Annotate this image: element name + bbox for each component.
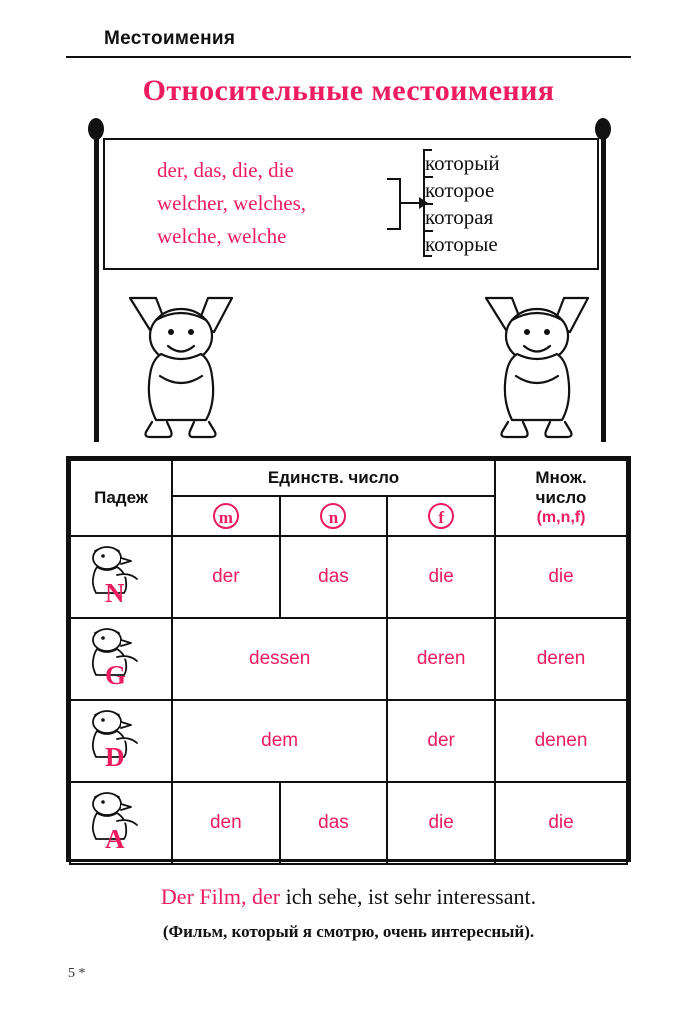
header-divider: [66, 56, 631, 58]
header-singular: Единств. число: [172, 460, 495, 496]
cell-d-f: der: [387, 700, 495, 782]
header-gender-m: [172, 496, 280, 536]
gender-badge-f: f: [428, 503, 454, 529]
example-part-3: ich sehe, ist sehr interessant.: [285, 884, 537, 909]
page-header-topic: Местоимения: [104, 28, 236, 49]
example-part-1: Der Film,: [160, 884, 247, 909]
case-letter-a: A: [105, 824, 125, 854]
banner-german-line-3: welche, welche: [157, 224, 287, 248]
header-plural-line-1: Множ.: [535, 468, 587, 487]
gender-badge-m: m: [213, 503, 239, 529]
example-part-2: der: [251, 884, 281, 909]
table-row: [70, 782, 627, 864]
example-translation: (Фильм, который я смотрю, очень интересный).: [162, 922, 535, 941]
header-gender-f: [387, 496, 495, 536]
banner-german-line-1: der, das, die, die: [157, 158, 294, 182]
table-row: [70, 536, 627, 618]
case-letter-g: G: [105, 660, 127, 690]
cell-d-mn: dem: [172, 700, 387, 782]
banner-box: [103, 138, 599, 270]
example-sentence: [0, 884, 697, 910]
banner-german-line-2: welcher, welches,: [157, 191, 306, 215]
header-plural-line-2: число: [535, 488, 587, 507]
header-gender-n: [280, 496, 388, 536]
left-brace: [387, 178, 401, 230]
header-plural: [495, 460, 627, 536]
cell-a-pl: die: [495, 782, 627, 864]
cell-n-m: der: [172, 536, 280, 618]
cell-n-pl: die: [495, 536, 627, 618]
case-cell-genitive: [70, 618, 172, 700]
case-cell-nominative: [70, 536, 172, 618]
banner-russian-column: [425, 150, 585, 258]
banner-russian-line-4: которые: [425, 232, 498, 256]
mascot-left-icon: [116, 290, 246, 440]
case-letter-n: N: [105, 578, 125, 608]
gender-badge-n: n: [320, 503, 346, 529]
table-row: [70, 618, 627, 700]
table-row: [70, 700, 627, 782]
cell-g-mn: dessen: [172, 618, 387, 700]
page-title: Относительные местоимения: [142, 74, 555, 107]
case-letter-d: D: [105, 742, 125, 772]
declension-table: [66, 456, 631, 862]
cell-a-f: die: [387, 782, 495, 864]
banner-german-column: [157, 154, 387, 253]
banner-pole-left: [94, 132, 99, 442]
header-plural-genders: (m,n,f): [536, 509, 586, 526]
cell-n-f: die: [387, 536, 495, 618]
case-cell-accusative: [70, 782, 172, 864]
cell-a-m: den: [172, 782, 280, 864]
cell-d-pl: denen: [495, 700, 627, 782]
cell-g-f: deren: [387, 618, 495, 700]
mascot-right-icon: [472, 290, 602, 440]
header-case: Падеж: [70, 460, 172, 536]
table-header-row-1: [70, 460, 627, 496]
page-number: 5 *: [68, 966, 86, 981]
cell-n-n: das: [280, 536, 388, 618]
cell-g-pl: deren: [495, 618, 627, 700]
cell-a-n: das: [280, 782, 388, 864]
banner-russian-line-3: которая: [425, 205, 494, 229]
case-cell-dative: [70, 700, 172, 782]
banner-russian-line-1: который: [425, 151, 500, 175]
banner-russian-line-2: которое: [425, 178, 495, 202]
banner-illustration: [80, 118, 620, 448]
